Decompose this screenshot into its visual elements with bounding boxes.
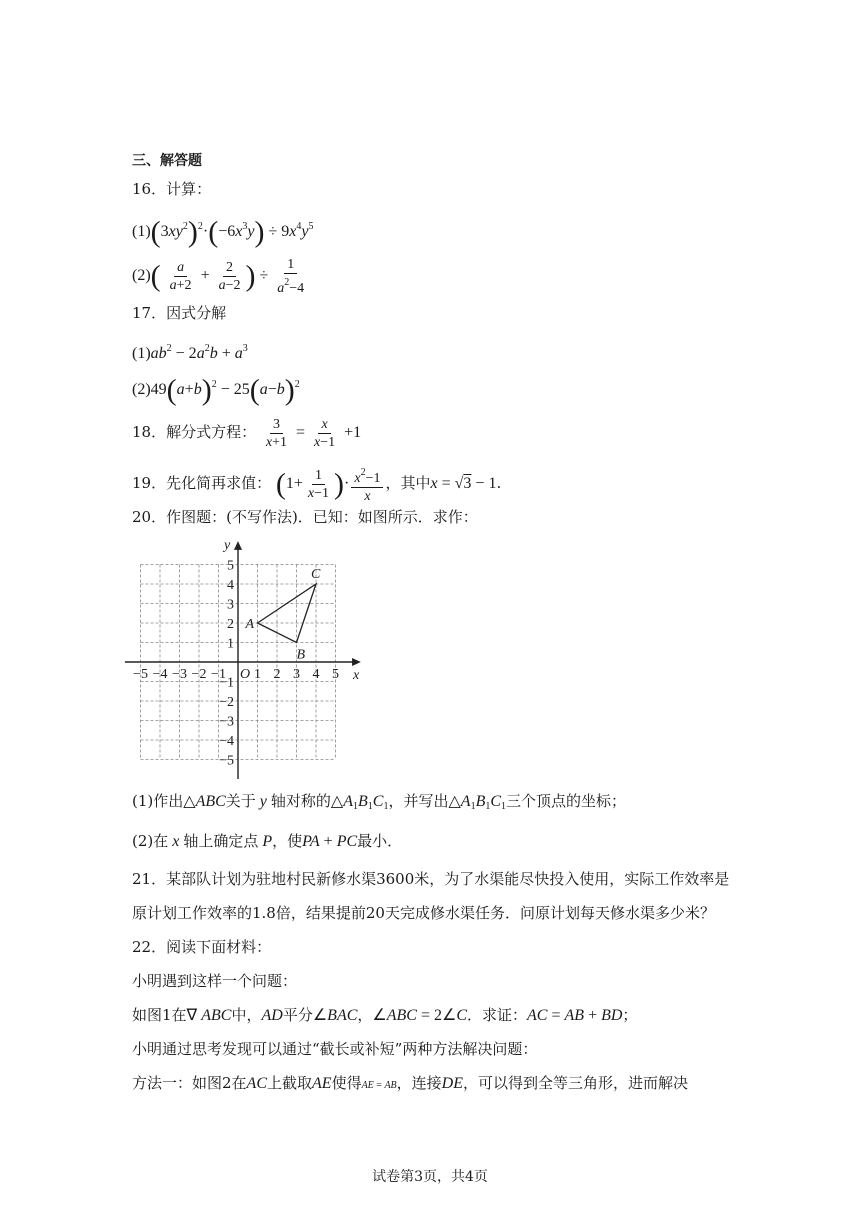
triangle-outline	[258, 584, 317, 643]
q21-line2: 原计划工作效率的1.8倍，结果提前20天完成修水渠任务．问原计划每天修水渠多少米？	[132, 904, 715, 922]
y-tick-label: −3	[219, 714, 234, 730]
q21-line1: 21．某部队计划为驻地村民新修水渠3600米，为了水渠能尽快投入使用，实际工作效率是	[132, 870, 730, 888]
x-tick-label: −3	[172, 667, 187, 682]
y-tick-label: −1	[219, 675, 234, 691]
y-axis-label: y	[224, 538, 231, 553]
y-tick-label: −5	[219, 753, 234, 769]
x-tick-label: 4	[312, 667, 320, 682]
x-tick-label: 1	[254, 667, 261, 682]
x-tick-label: −4	[152, 667, 168, 682]
triangle-abc	[245, 567, 322, 663]
x-tick-label: 5	[332, 667, 339, 682]
y-tick-label: 3	[227, 597, 234, 613]
q16-label: 16．计算：	[132, 180, 212, 198]
q22-line3: 小明通过思考发现可以通过“截长或补短”两种方法解决问题：	[132, 1040, 538, 1058]
x-tick-label: 3	[293, 667, 300, 682]
q20-part2: (2)在 x 轴上确定点 P，使PA + PC最小．	[132, 832, 403, 850]
q18-equation: 18．解分式方程： $\frac{3}{x+1}$ = $\frac{x}{x-1}$ +1	[132, 417, 362, 450]
y-tick-label: 2	[227, 617, 234, 632]
x-tick-label: −2	[191, 667, 207, 682]
y-tick-label: 5	[227, 558, 234, 574]
x-tick-label: −1	[211, 667, 226, 682]
q22-line1: 小明遇到这样一个问题：	[132, 972, 298, 990]
point-label-c: C	[311, 567, 321, 582]
q17-part1: $(1)ab^2 - 2a^2b + a^3$	[132, 343, 248, 362]
y-tick-label: 4	[227, 578, 234, 593]
tick-labels	[133, 538, 360, 769]
section-title: 三、解答题	[132, 153, 202, 169]
point-label-b: B	[296, 647, 306, 663]
origin-label: O	[240, 667, 251, 682]
q22-label: 22．阅读下面材料：	[132, 938, 272, 956]
point-label-a: A	[245, 617, 255, 632]
y-tick-label: 1	[227, 636, 234, 652]
q20-part1: (1)作出△ABC关于 y 轴对称的$\triangle A_1B_1C_1$，并写出$\triangle A_1B_1C_1$三个顶点的坐标；	[132, 792, 627, 812]
y-axis-arrow	[234, 541, 242, 550]
y-tick-label: −4	[219, 734, 234, 749]
x-tick-label: −5	[133, 667, 148, 682]
x-tick-label: 2	[273, 667, 281, 682]
q22-line2: 如图1在∇ ABC中，AD平分∠BAC，∠ABC = 2∠C．求证：AC = AB + BD；	[132, 1006, 638, 1024]
q19-expression: 19．先化简再求值： (1+ $\frac{1}{x-1}$ )· $\frac{x^2-1}{x}$ ，其中x = √3 − 1.	[132, 464, 501, 505]
coordinate-grid	[124, 534, 374, 779]
q17-part2: $(2)49(a+b)^2 - 25(a-b)^2$	[132, 373, 300, 407]
y-tick-label: −2	[219, 695, 234, 710]
q17-label: 17．因式分解	[132, 304, 227, 322]
q22-line4: 方法一：如图2在AC上截取AE使得AE = AB，连接DE，可以得到全等三角形，进而解决	[132, 1074, 689, 1092]
x-axis-label: x	[353, 668, 360, 683]
q16-part2: (2)( $\frac{a}{a+2}$ + $\frac{2}{a-2}$ ) ÷ $\frac{1}{a^2-4}$	[132, 257, 305, 296]
x-axis-arrow	[352, 658, 361, 666]
page-footer: 试卷第3页，共4页	[372, 1169, 488, 1185]
q16-part1: $(1)(3xy^2)^2\cdot(-6x^3y) \div 9x^4y^5$	[132, 215, 314, 249]
q20-label: 20．作图题：(不写作法)．已知：如图所示．求作：	[132, 508, 478, 526]
